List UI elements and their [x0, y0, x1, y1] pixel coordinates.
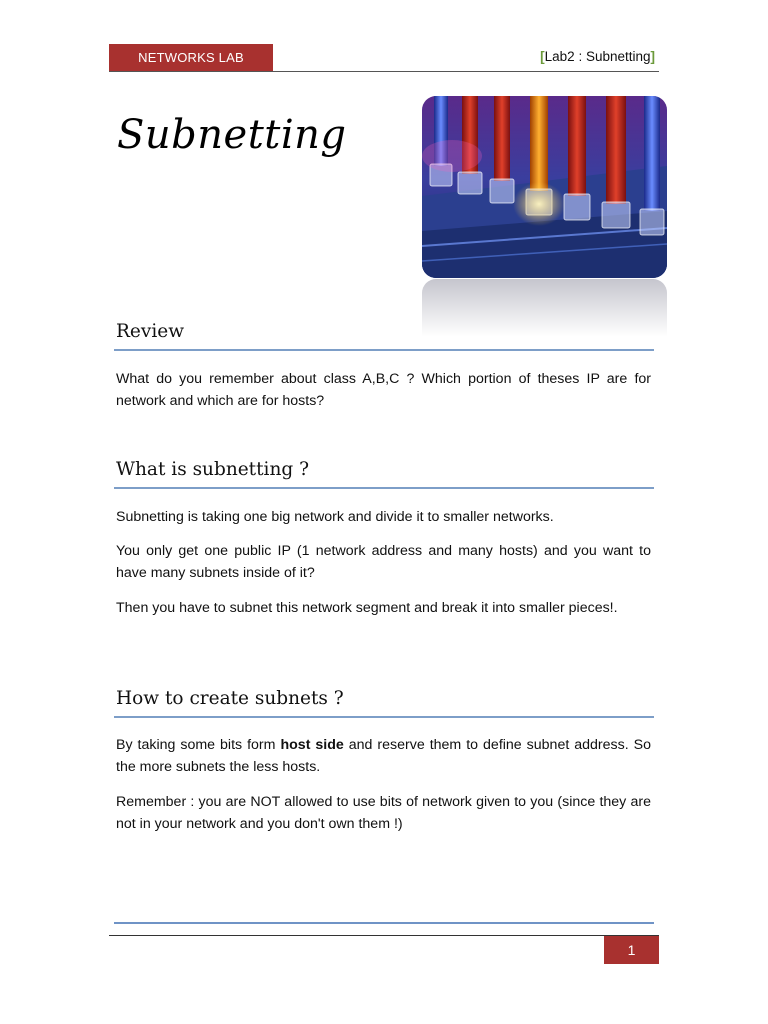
- paragraph: Then you have to subnet this network segment and break it into smaller pieces!.: [116, 600, 618, 616]
- paragraph-text: and reserve them to define subnet address. So the more subnets the less hosts.: [116, 737, 651, 775]
- bracket-open: [: [540, 49, 545, 64]
- section-rule: [114, 349, 654, 351]
- page-number: 1: [627, 942, 636, 958]
- section-heading-what-is-subnetting: What is subnetting ?: [116, 459, 310, 480]
- paragraph-text: By taking some bits form: [116, 737, 281, 753]
- page-title: Subnetting: [117, 112, 347, 158]
- header-rule: [109, 71, 659, 72]
- lab-title-text: Lab2 : Subnetting: [544, 49, 651, 64]
- network-cables-photo: [422, 96, 667, 278]
- paragraph: Subnetting is taking one big network and divide it to smaller networks.: [116, 509, 554, 525]
- page-number-badge: [604, 936, 659, 964]
- lab-title: [540, 49, 655, 64]
- section-heading-how-to-create-subnets: How to create subnets ?: [116, 688, 344, 709]
- photo-reflection: [422, 279, 667, 337]
- footer-accent-rule: [114, 922, 654, 924]
- bracket-close: ]: [650, 49, 655, 64]
- section-heading-review: Review: [116, 321, 185, 342]
- lab-name: NETWORKS LAB: [138, 50, 244, 65]
- lab-name-tab: [109, 44, 273, 71]
- paragraph: [116, 734, 651, 778]
- paragraph: You only get one public IP (1 network address and many hosts) and you want to have many subnets inside of it?: [116, 543, 651, 581]
- bold-term: host side: [280, 737, 344, 753]
- section-rule: [114, 716, 654, 718]
- paragraph: Remember : you are NOT allowed to use bits of network given to you (since they are not in your network and you don't own them !): [116, 794, 651, 832]
- footer-rule: [109, 935, 659, 936]
- paragraph: What do you remember about class A,B,C ? Which portion of theses IP are for network and which are for hosts?: [116, 371, 651, 409]
- section-rule: [114, 487, 654, 489]
